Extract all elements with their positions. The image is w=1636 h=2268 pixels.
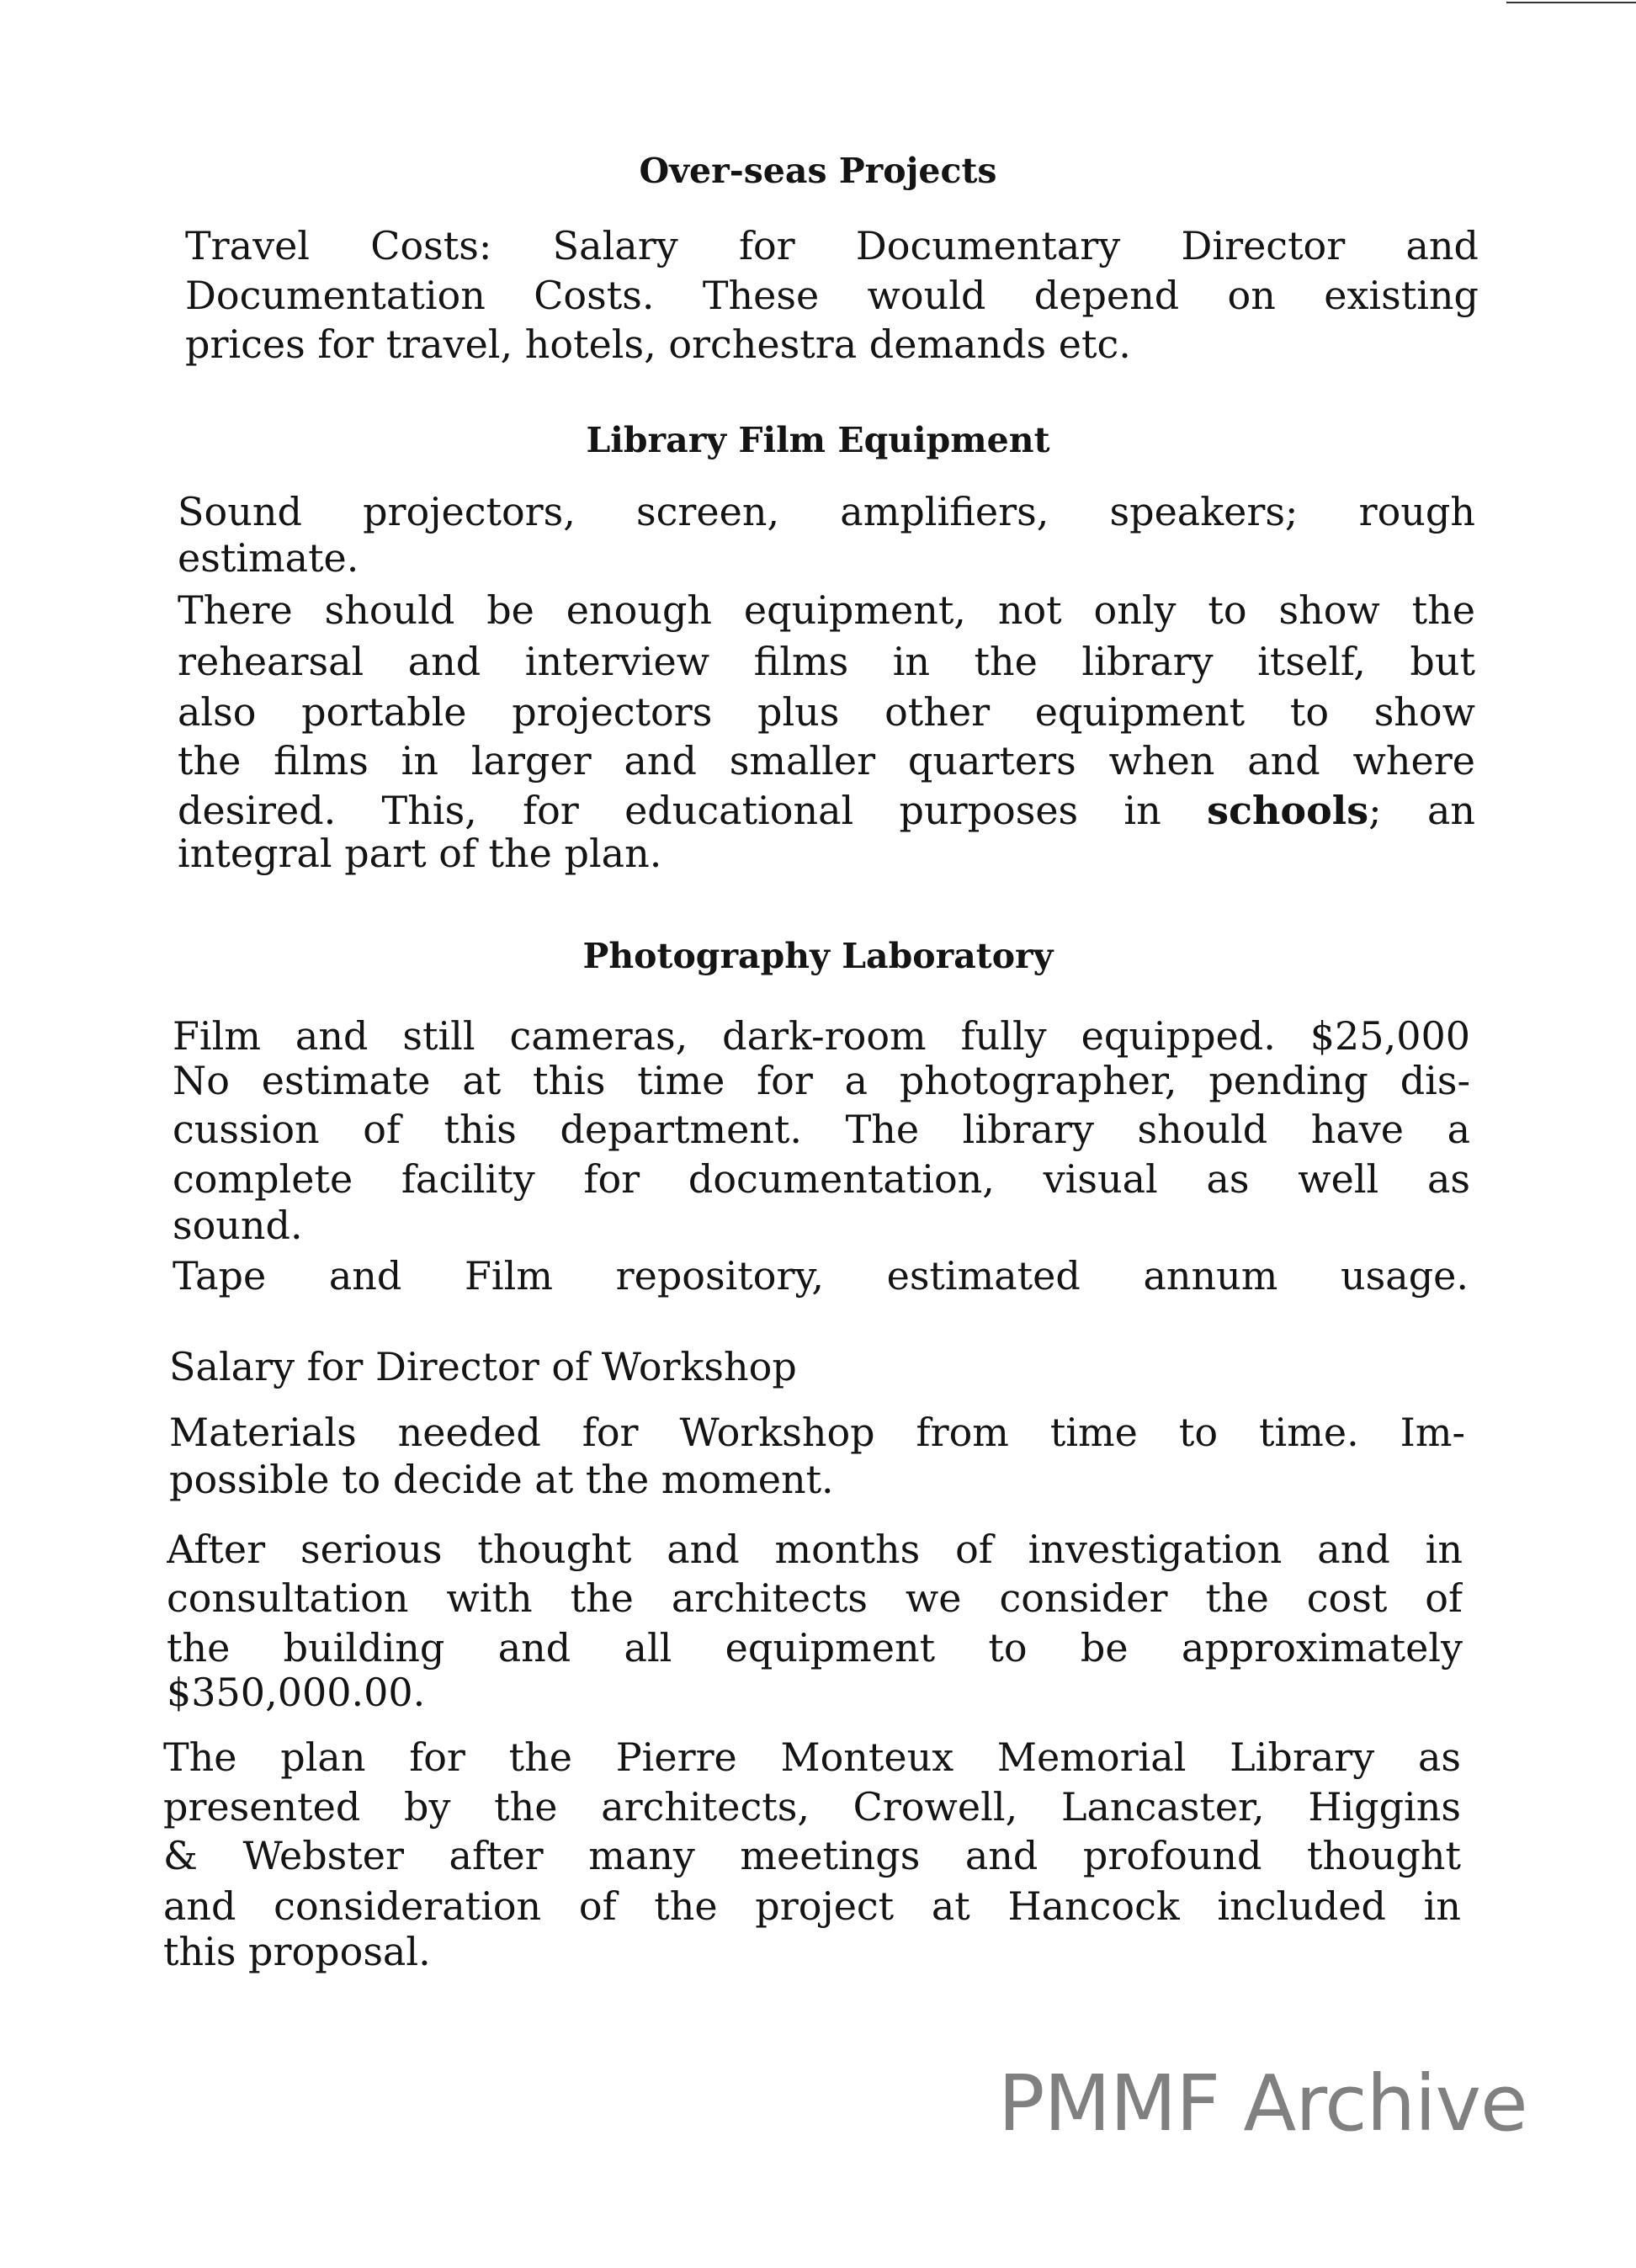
text-line: After serious thought and months of investigation and in [167,1527,1463,1572]
text-fragment: desired. This, for educational purposes in [178,788,1208,833]
text-line: Tape and Film repository, estimated annum usage. [173,1253,1469,1299]
text-line: $350,000.00. [167,1670,426,1715]
text-line: Film and still cameras, dark-room fully equipped. $25,000 [173,1013,1470,1059]
text-line: Materials needed for Workshop from time to time. Im- [169,1410,1465,1455]
text-line: complete facility for documentation, visual as well as [173,1156,1470,1202]
scan-edge-mark [1506,2,1636,3]
archive-watermark: PMMF Archive [998,2058,1527,2148]
text-line: & Webster after many meetings and profound thought [163,1833,1461,1878]
text-line: Salary for Director of Workshop [169,1344,797,1389]
text-line: and consideration of the project at Hancock included in [163,1883,1461,1929]
text-line: this proposal. [163,1929,431,1974]
text-line: also portable projectors plus other equipment to show [178,689,1475,735]
text-line: sound. [173,1203,303,1248]
text-line: the building and all equipment to be approximately [167,1625,1463,1670]
text-line: There should be enough equipment, not only to show the [178,587,1475,633]
text-line: Documentation Costs. These would depend on existing [185,273,1479,318]
text-line: Sound projectors, screen, amplifiers, speakers; rough [178,489,1475,534]
text-line: estimate. [178,535,359,581]
heading-library-film-equipment: Library Film Equipment [586,420,1050,460]
text-fragment: ; an [1368,788,1475,833]
heading-photography-laboratory: Photography Laboratory [582,936,1054,976]
text-line: the films in larger and smaller quarters when and where [178,738,1475,783]
emphasis-schools: schools [1207,788,1369,833]
text-line: integral part of the plan. [178,831,662,876]
text-line: prices for travel, hotels, orchestra demands etc. [185,321,1131,367]
text-line: Travel Costs: Salary for Documentary Director and [185,223,1479,268]
text-line: cussion of this department. The library should have a [173,1107,1470,1152]
text-line: consultation with the architects we consider the cost of [167,1575,1463,1621]
heading-overseas-projects: Over-seas Projects [639,151,997,191]
text-line: possible to decide at the moment. [169,1457,834,1502]
text-line: No estimate at this time for a photographer, pending dis- [173,1058,1470,1103]
text-line: rehearsal and interview films in the library itself, but [178,639,1475,684]
text-line: presented by the architects, Crowell, Lancaster, Higgins [163,1784,1461,1830]
text-line: The plan for the Pierre Monteux Memorial Library as [163,1734,1461,1780]
